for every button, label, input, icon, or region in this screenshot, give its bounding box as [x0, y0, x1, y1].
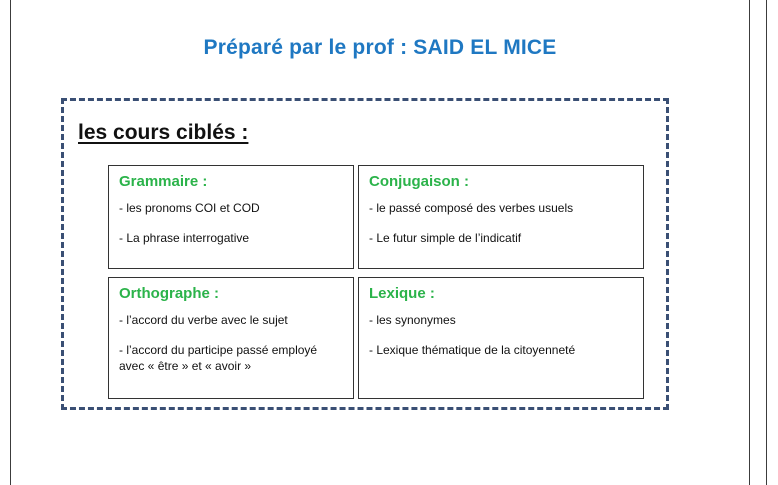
spelling-title: Orthographe : — [119, 285, 219, 302]
conjugation-box — [358, 165, 644, 269]
page-title: Préparé par le prof : SAID EL MICE — [203, 36, 557, 59]
conjugation-item: - le passé composé des verbes usuels — [369, 201, 574, 215]
conjugation-item: - Le futur simple de l’indicatif — [369, 231, 522, 245]
lexicon-title: Lexique : — [369, 285, 435, 302]
lexicon-item: - Lexique thématique de la citoyenneté — [369, 343, 576, 357]
page-edge — [766, 0, 767, 485]
spelling-box — [108, 277, 354, 399]
lexicon-box — [358, 277, 644, 399]
slide — [10, 0, 750, 485]
lexicon-item: - les synonymes — [369, 313, 456, 327]
courses-frame — [61, 98, 669, 410]
grammar-box — [108, 165, 354, 269]
grammar-title: Grammaire : — [119, 173, 208, 190]
grammar-item: - les pronoms COI et COD — [119, 201, 260, 215]
section-title: les cours ciblés : — [78, 121, 249, 144]
spelling-item: - l’accord du verbe avec le sujet — [119, 313, 288, 327]
grammar-item: - La phrase interrogative — [119, 231, 250, 245]
spelling-item: - l’accord du participe passé employé avec « être » et « avoir » — [119, 343, 318, 373]
conjugation-title: Conjugaison : — [369, 173, 469, 190]
